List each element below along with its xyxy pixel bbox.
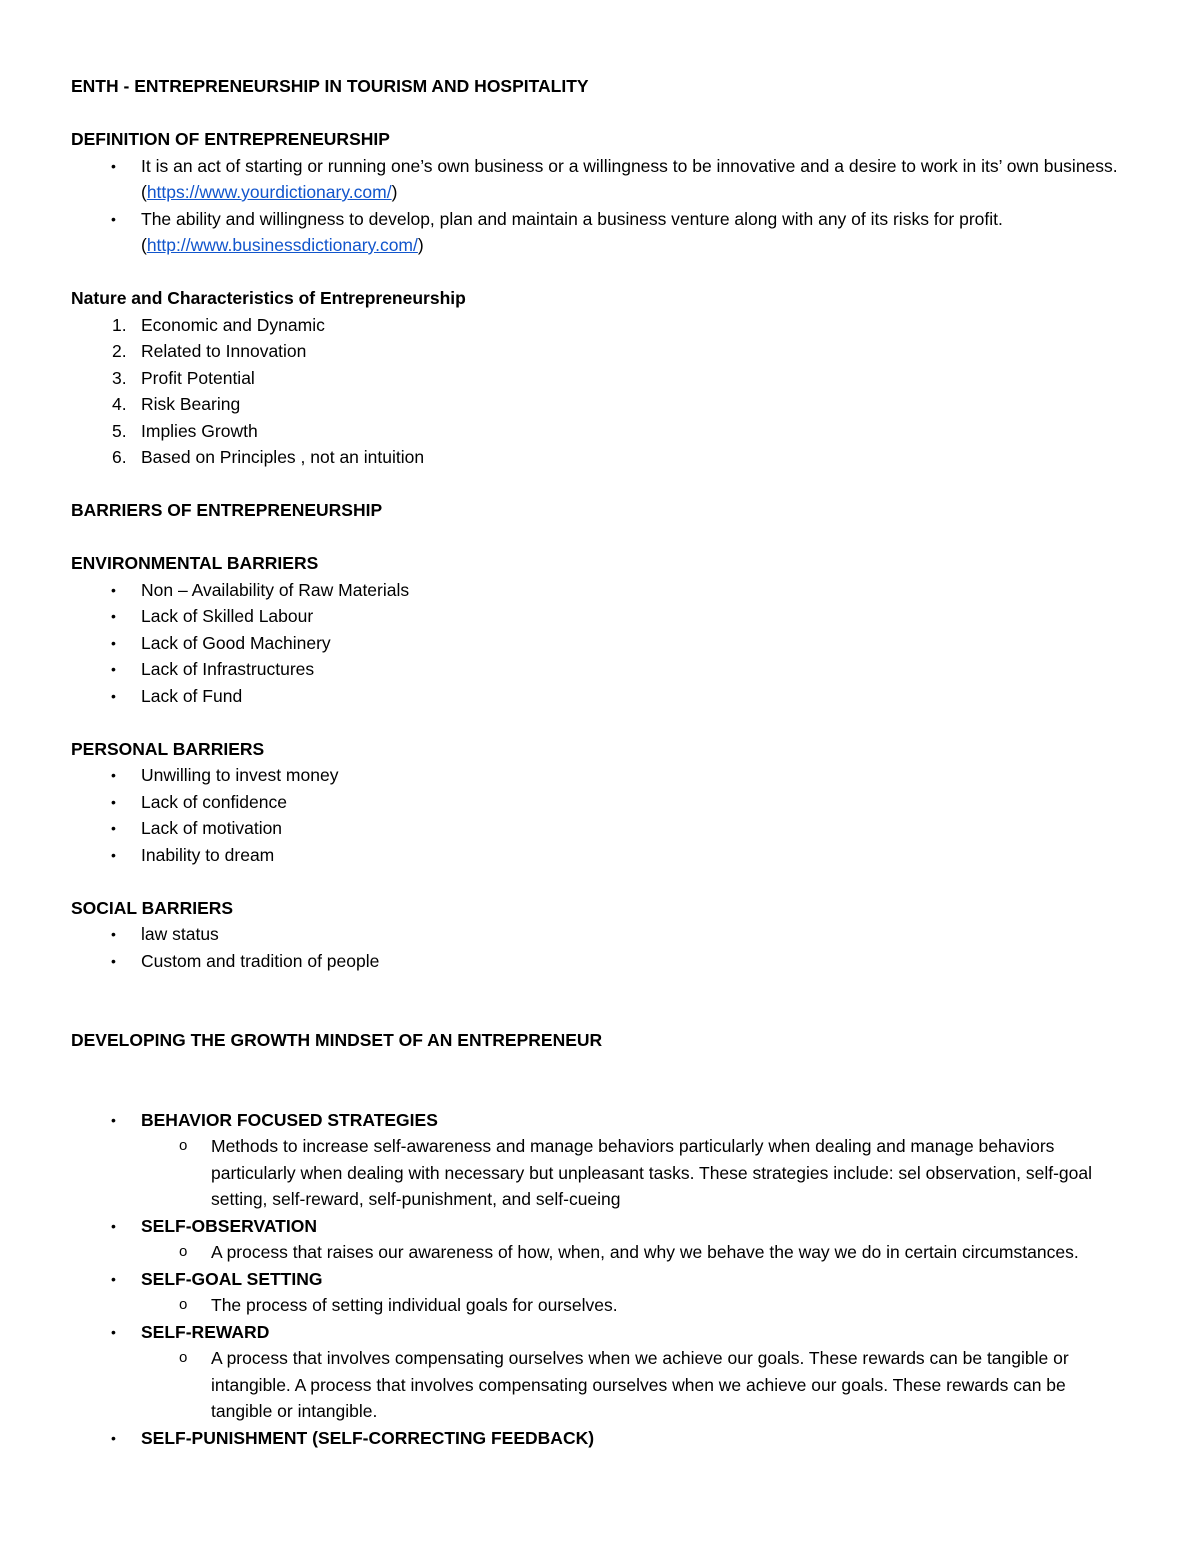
document-title: ENTH - ENTREPRENEURSHIP IN TOURISM AND HOSPITALITY: [71, 76, 589, 96]
list-item: [71, 391, 1131, 418]
sub-list: [141, 1133, 1131, 1213]
sub-bullet-icon: o: [179, 1137, 188, 1154]
definition-heading: DEFINITION OF ENTREPRENEURSHIP: [71, 129, 390, 149]
definition-close-2: ): [417, 235, 424, 255]
list-item-text: Non – Availability of Raw Materials: [141, 579, 410, 600]
bullet-icon: •: [111, 157, 116, 174]
definition-close-1: ): [391, 182, 398, 202]
bullet-icon: •: [111, 846, 116, 863]
list-item: [71, 418, 1131, 445]
list-item: [71, 338, 1131, 365]
sub-list: [141, 1239, 1131, 1266]
list-item-text: Lack of motivation: [141, 818, 283, 838]
list-item: [71, 577, 1131, 604]
list-item: [71, 1425, 1131, 1452]
list-number: 5.: [112, 420, 127, 441]
list-item-text: Lack of confidence: [141, 791, 287, 812]
list-item: [71, 1319, 1131, 1425]
strategy-title: SELF-REWARD: [141, 1321, 270, 1342]
sub-list-item: [141, 1133, 1131, 1213]
bullet-icon: •: [111, 1429, 116, 1446]
nature-list: [71, 312, 1131, 471]
document-page: [71, 73, 1131, 1451]
sub-list: [141, 1345, 1131, 1425]
sub-bullet-icon: o: [179, 1296, 188, 1313]
sub-list-item: [141, 1239, 1131, 1266]
list-item: [71, 683, 1131, 710]
bullet-icon: •: [111, 767, 116, 783]
sub-list: [141, 1292, 1131, 1319]
sub-bullet-icon: o: [179, 1349, 188, 1366]
strategy-title: SELF-OBSERVATION: [141, 1215, 317, 1236]
list-item-text: Lack of Infrastructures: [141, 659, 315, 679]
list-item: [71, 630, 1131, 657]
strategy-title: SELF-GOAL SETTING: [141, 1268, 323, 1289]
list-item-text: Implies Growth: [141, 420, 258, 441]
sub-list-text: Methods to increase self-awareness and manage behaviors particularly when dealing and manage behaviors particularly when dealing with necessary but unpleasant tasks. These strategies include: sel observation, self-goal setting, self-reward, self-punishment, and self-cueing: [211, 1136, 1092, 1209]
bullet-icon: •: [111, 210, 116, 227]
list-item: [71, 948, 1131, 975]
environmental-barriers-list: [71, 577, 1131, 710]
strategy-title: SELF-PUNISHMENT (SELF-CORRECTING FEEDBACK): [141, 1427, 595, 1448]
barriers-heading: BARRIERS OF ENTREPRENEURSHIP: [71, 500, 383, 520]
list-number: 2.: [112, 341, 127, 361]
bullet-icon: •: [111, 634, 116, 651]
list-item: [71, 656, 1131, 683]
nature-heading: Nature and Characteristics of Entrepreneurship: [71, 288, 466, 308]
social-barriers-list: [71, 921, 1131, 974]
social-barriers-heading: SOCIAL BARRIERS: [71, 897, 234, 918]
list-item: [71, 206, 1131, 259]
personal-barriers-list: [71, 762, 1131, 868]
sub-list-text: A process that involves compensating ourselves when we achieve our goals. These rewards can be tangible or intangible. A process that involves compensating ourselves when we achieve our goals. These rewards can be tangible or intangible.: [211, 1348, 1069, 1421]
list-item-text: Inability to dream: [141, 844, 275, 865]
bullet-icon: •: [111, 1323, 116, 1340]
list-item: [71, 1213, 1131, 1266]
list-number: 6.: [112, 447, 127, 467]
list-number: 3.: [112, 367, 127, 388]
list-item-text: Economic and Dynamic: [141, 314, 325, 335]
bullet-icon: •: [111, 581, 116, 598]
bullet-icon: •: [111, 687, 116, 704]
yourdictionary-link[interactable]: https://www.yourdictionary.com/: [146, 182, 392, 202]
list-item-text: Unwilling to invest money: [141, 765, 339, 785]
list-item: [71, 1107, 1131, 1213]
growth-mindset-list: [71, 1107, 1131, 1452]
bullet-icon: •: [111, 820, 116, 836]
list-item: [71, 312, 1131, 339]
list-item: [71, 444, 1131, 471]
definition-text-1: It is an act of starting or running one’s own business or a willingness to be innovative and a desire to work in its’ own business.(: [141, 155, 1118, 202]
bullet-icon: •: [111, 793, 116, 810]
environmental-barriers-heading: ENVIRONMENTAL BARRIERS: [71, 553, 319, 573]
list-item: [71, 842, 1131, 869]
list-item-text: Related to Innovation: [141, 341, 307, 361]
sub-bullet-icon: o: [179, 1243, 188, 1260]
bullet-icon: •: [111, 926, 116, 942]
list-item: [71, 762, 1131, 789]
list-item: [71, 921, 1131, 948]
bullet-icon: •: [111, 952, 116, 969]
bullet-icon: •: [111, 661, 116, 677]
sub-list-item: [141, 1345, 1131, 1425]
list-item: [71, 603, 1131, 630]
list-item: [71, 1266, 1131, 1319]
list-number: 4.: [112, 394, 127, 414]
growth-mindset-heading: DEVELOPING THE GROWTH MINDSET OF AN ENTREPRENEUR: [71, 1030, 603, 1050]
personal-barriers-heading: PERSONAL BARRIERS: [71, 738, 265, 759]
list-item-text: Profit Potential: [141, 367, 255, 388]
sub-list-text: The process of setting individual goals for ourselves.: [211, 1295, 618, 1315]
definition-text-2: The ability and willingness to develop, plan and maintain a business venture along with any of its risks for profit. (: [141, 208, 1003, 255]
bullet-icon: •: [111, 1270, 116, 1287]
list-item-text: Lack of Good Machinery: [141, 632, 331, 653]
list-item-text: Custom and tradition of people: [141, 950, 380, 971]
list-number: 1.: [112, 314, 127, 335]
bullet-icon: •: [111, 608, 116, 624]
definition-list: [71, 153, 1131, 259]
list-item-text: Risk Bearing: [141, 394, 241, 414]
list-item: [71, 365, 1131, 392]
list-item-text: Lack of Skilled Labour: [141, 606, 314, 626]
businessdictionary-link[interactable]: http://www.businessdictionary.com/: [146, 235, 418, 255]
bullet-icon: •: [111, 1111, 116, 1128]
list-item: [71, 815, 1131, 842]
list-item: [71, 153, 1131, 206]
strategy-title: BEHAVIOR FOCUSED STRATEGIES: [141, 1109, 438, 1130]
sub-list-text: A process that raises our awareness of how, when, and why we behave the way we do in certain circumstances.: [211, 1242, 1079, 1262]
list-item-text: Lack of Fund: [141, 685, 243, 706]
sub-list-item: [141, 1292, 1131, 1319]
bullet-icon: •: [111, 1217, 116, 1234]
list-item: [71, 789, 1131, 816]
list-item-text: Based on Principles , not an intuition: [141, 447, 425, 467]
list-item-text: law status: [141, 924, 219, 944]
